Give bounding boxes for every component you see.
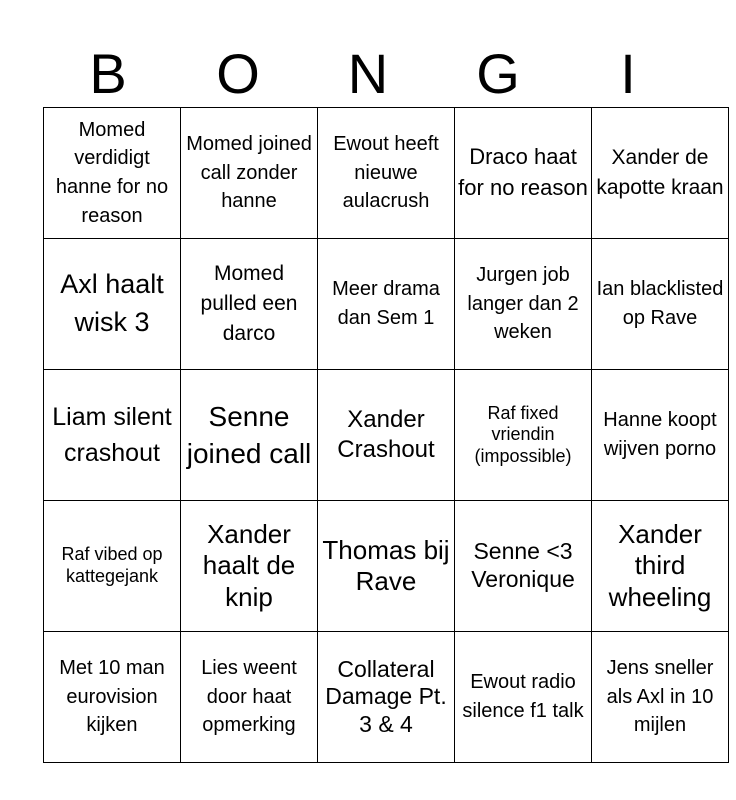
cell-text: Raf vibed op kattegejank [61, 544, 163, 586]
bingo-cell[interactable] [181, 632, 318, 763]
bingo-cell[interactable] [455, 501, 592, 632]
cell-text: Senne joined call [186, 400, 312, 469]
cell-text: Xander de kapotte kraan [596, 146, 724, 199]
cell-text: Xander third wheeling [608, 519, 712, 612]
bingo-cell[interactable] [181, 108, 318, 239]
cell-text: Momed pulled een darco [200, 262, 298, 345]
cell-text: Lies weent door haat opmerking [201, 657, 297, 737]
board-row [44, 108, 729, 239]
bingo-cell[interactable] [44, 239, 181, 370]
header-letter-n: N [347, 42, 389, 105]
bingo-cell[interactable] [318, 501, 455, 632]
cell-text: Axl haalt wisk 3 [60, 269, 164, 337]
cell-text: Momed verdidigt hanne for no reason [55, 118, 169, 227]
cell-text: Ewout heeft nieuwe aulacrush [333, 133, 439, 213]
cell-text: Xander Crashout [337, 406, 435, 463]
cell-text: Raf fixed vriendin (impossible) [474, 402, 572, 466]
header-letter-g: G [476, 42, 520, 105]
bingo-cell[interactable] [44, 632, 181, 763]
header-letter-i: I [620, 42, 636, 105]
bingo-cell[interactable] [181, 239, 318, 370]
board-row [44, 501, 729, 632]
bingo-cell[interactable] [592, 370, 729, 501]
cell-text: Momed joined call zonder hanne [186, 133, 312, 213]
board-row [44, 370, 729, 501]
bingo-cell[interactable] [44, 501, 181, 632]
header-letter-b: B [89, 42, 127, 105]
bingo-cell[interactable] [318, 370, 455, 501]
cell-text: Ian blacklisted op Rave [596, 278, 724, 329]
bingo-cell[interactable] [181, 501, 318, 632]
cell-text: Jens sneller als Axl in 10 mijlen [606, 657, 714, 737]
cell-text: Hanne koopt wijven porno [603, 409, 717, 460]
bingo-cell[interactable] [318, 239, 455, 370]
board-row [44, 239, 729, 370]
cell-text: Xander haalt de knip [202, 519, 296, 612]
bingo-cell[interactable] [592, 239, 729, 370]
header-letter-o: O [216, 42, 260, 105]
bingo-cell[interactable] [455, 239, 592, 370]
bingo-board [43, 107, 729, 763]
cell-text: Meer drama dan Sem 1 [332, 278, 440, 329]
bingo-cell[interactable] [318, 108, 455, 239]
bingo-cell[interactable] [592, 108, 729, 239]
cell-text: Ewout radio silence f1 talk [462, 671, 584, 722]
cell-text: Collateral Damage Pt. 3 & 4 [325, 655, 447, 737]
cell-text: Jurgen job langer dan 2 weken [467, 264, 579, 344]
bingo-cell[interactable] [455, 632, 592, 763]
bingo-cell[interactable] [44, 370, 181, 501]
bingo-cell[interactable] [318, 632, 455, 763]
bingo-cell[interactable] [44, 108, 181, 239]
board-row [44, 632, 729, 763]
cell-text: Liam silent crashout [52, 402, 172, 467]
bingo-cell[interactable] [181, 370, 318, 501]
bingo-header [43, 40, 693, 108]
bingo-cell[interactable] [592, 501, 729, 632]
bingo-cell[interactable] [455, 108, 592, 239]
bingo-cell[interactable] [592, 632, 729, 763]
cell-text: Senne <3 Veronique [471, 538, 575, 592]
cell-text: Met 10 man eurovision kijken [59, 657, 165, 737]
bingo-cell[interactable] [455, 370, 592, 501]
cell-text: Draco haat for no reason [458, 144, 588, 200]
cell-text: Thomas bij Rave [322, 534, 450, 596]
